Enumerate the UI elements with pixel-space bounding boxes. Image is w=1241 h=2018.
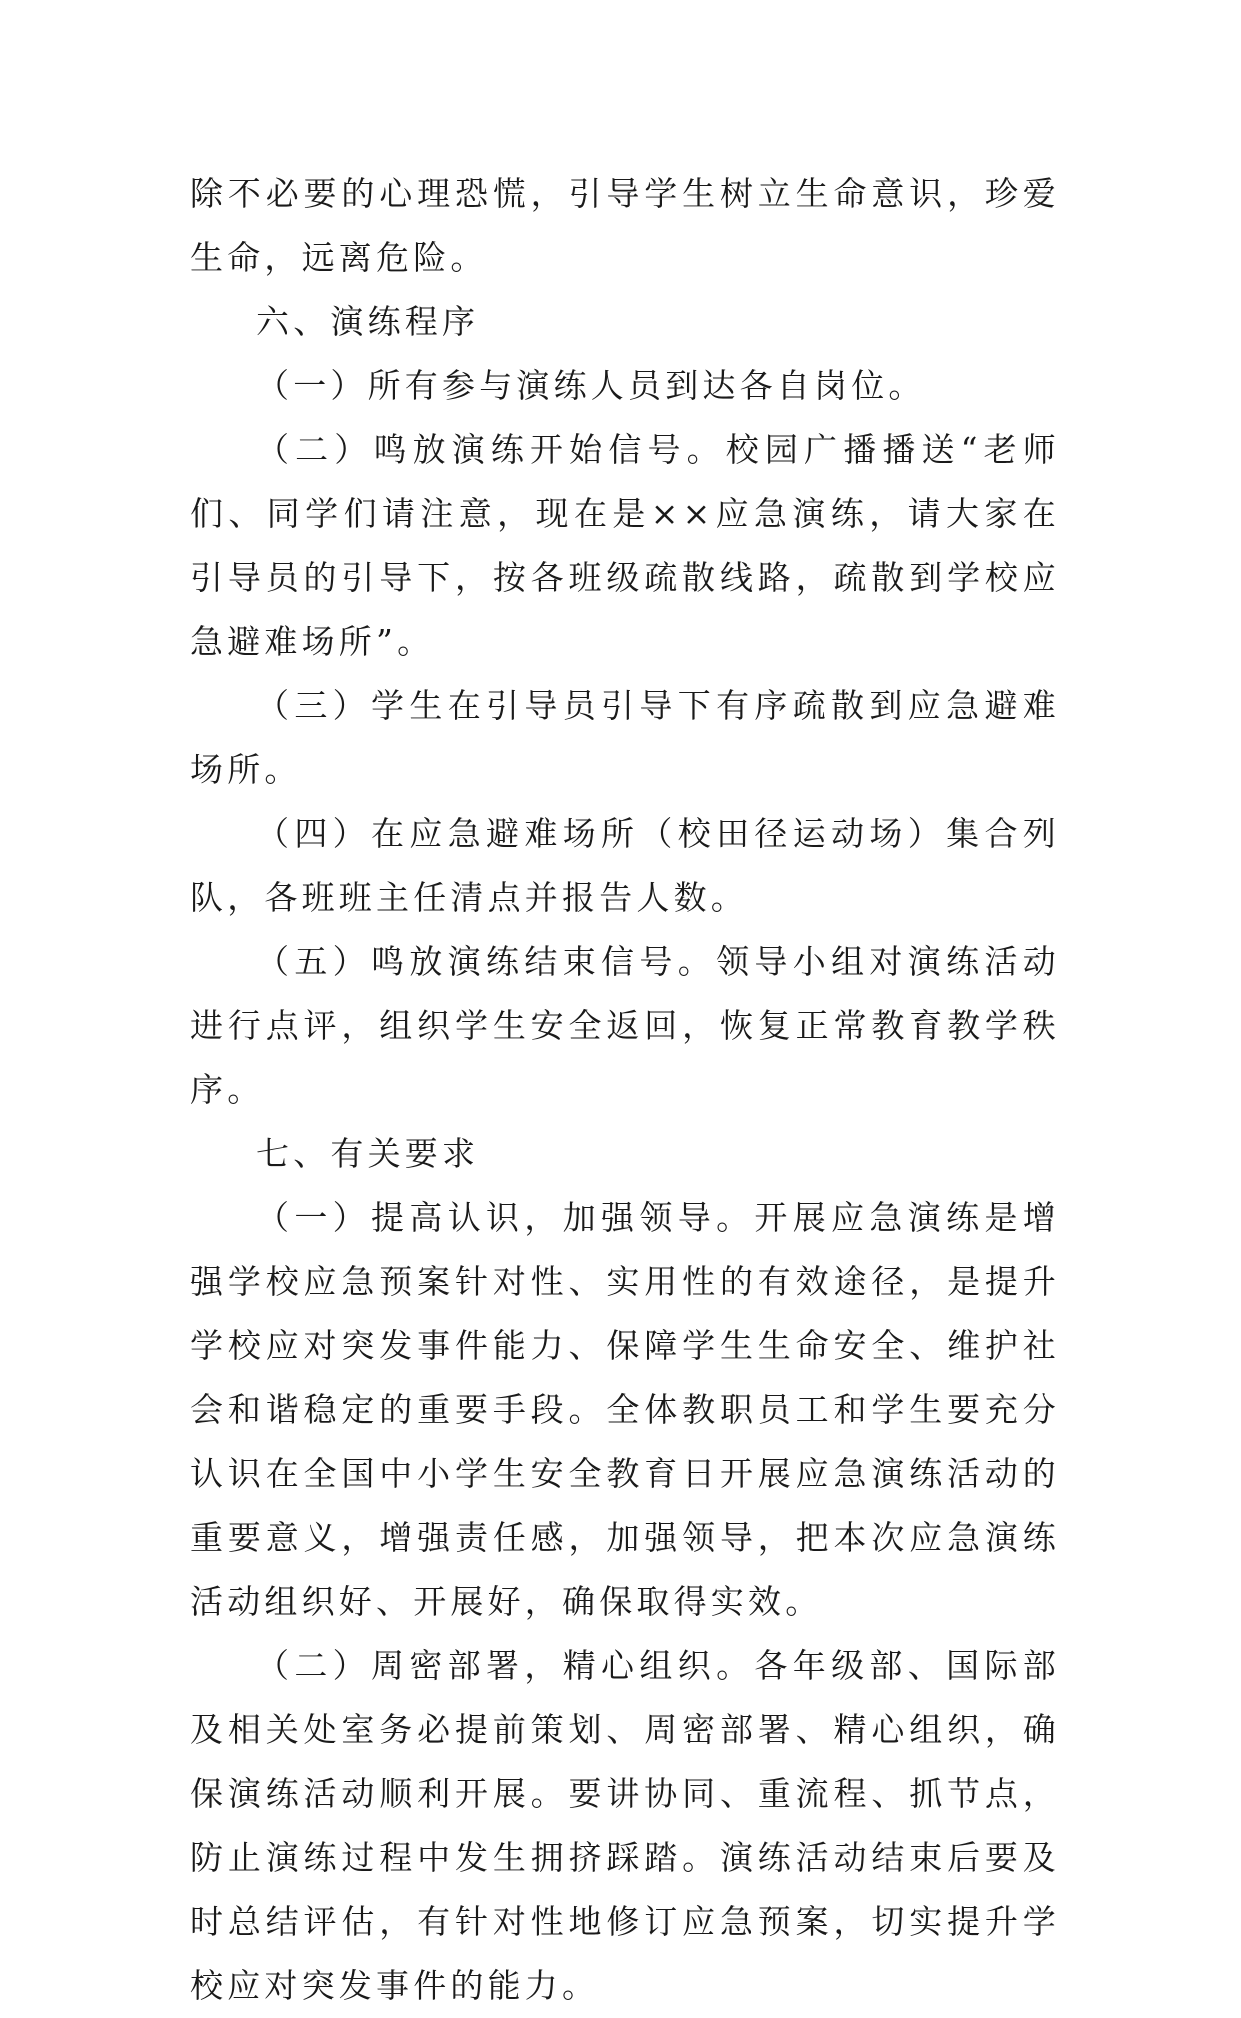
section-heading-requirements: 七、有关要求 (256, 1134, 480, 1173)
paragraph-procedure-5: （五）鸣放演练结束信号。领导小组对演练活动进行点评，组织学生安全返回，恢复正常教育教学秩序。 (190, 942, 1060, 1109)
paragraph-requirement-1: （一）提高认识，加强领导。开展应急演练是增强学校应急预案针对性、实用性的有效途径，是提升学校应对突发事件能力、保障学生生命安全、维护社会和谐稳定的重要手段。全体教职员工和学生要充分认识在全国中小学生安全教育日开展应急演练活动的重要意义，增强责任感，加强领导，把本次应急演练活动组织好、开展好，确保取得实效。 (190, 1198, 1060, 1621)
paragraph-procedure-3: （三）学生在引导员引导下有序疏散到应急避难场所。 (190, 686, 1060, 789)
section-heading-procedure: 六、演练程序 (256, 302, 480, 341)
paragraph-procedure-4: （四）在应急避难场所（校田径运动场）集合列队，各班班主任清点并报告人数。 (190, 814, 1060, 917)
paragraph-requirement-2: （二）周密部署，精心组织。各年级部、国际部及相关处室务必提前策划、周密部署、精心组织，确保演练活动顺利开展。要讲协同、重流程、抓节点，防止演练过程中发生拥挤踩踏。演练活动结束后要及时总结评估，有针对性地修订应急预案，切实提升学校应对突发事件的能力。 (190, 1646, 1060, 2005)
document-body (190, 162, 1060, 2018)
paragraph-procedure-2: （二）鸣放演练开始信号。校园广播播送“老师们、同学们请注意，现在是××应急演练，请大家在引导员的引导下，按各班级疏散线路，疏散到学校应急避难场所”。 (190, 430, 1060, 661)
paragraph-continuation: 除不必要的心理恐慌，引导学生树立生命意识，珍爱生命，远离危险。 (190, 174, 1060, 277)
paragraph-procedure-1: （一）所有参与演练人员到达各自岗位。 (256, 366, 926, 405)
